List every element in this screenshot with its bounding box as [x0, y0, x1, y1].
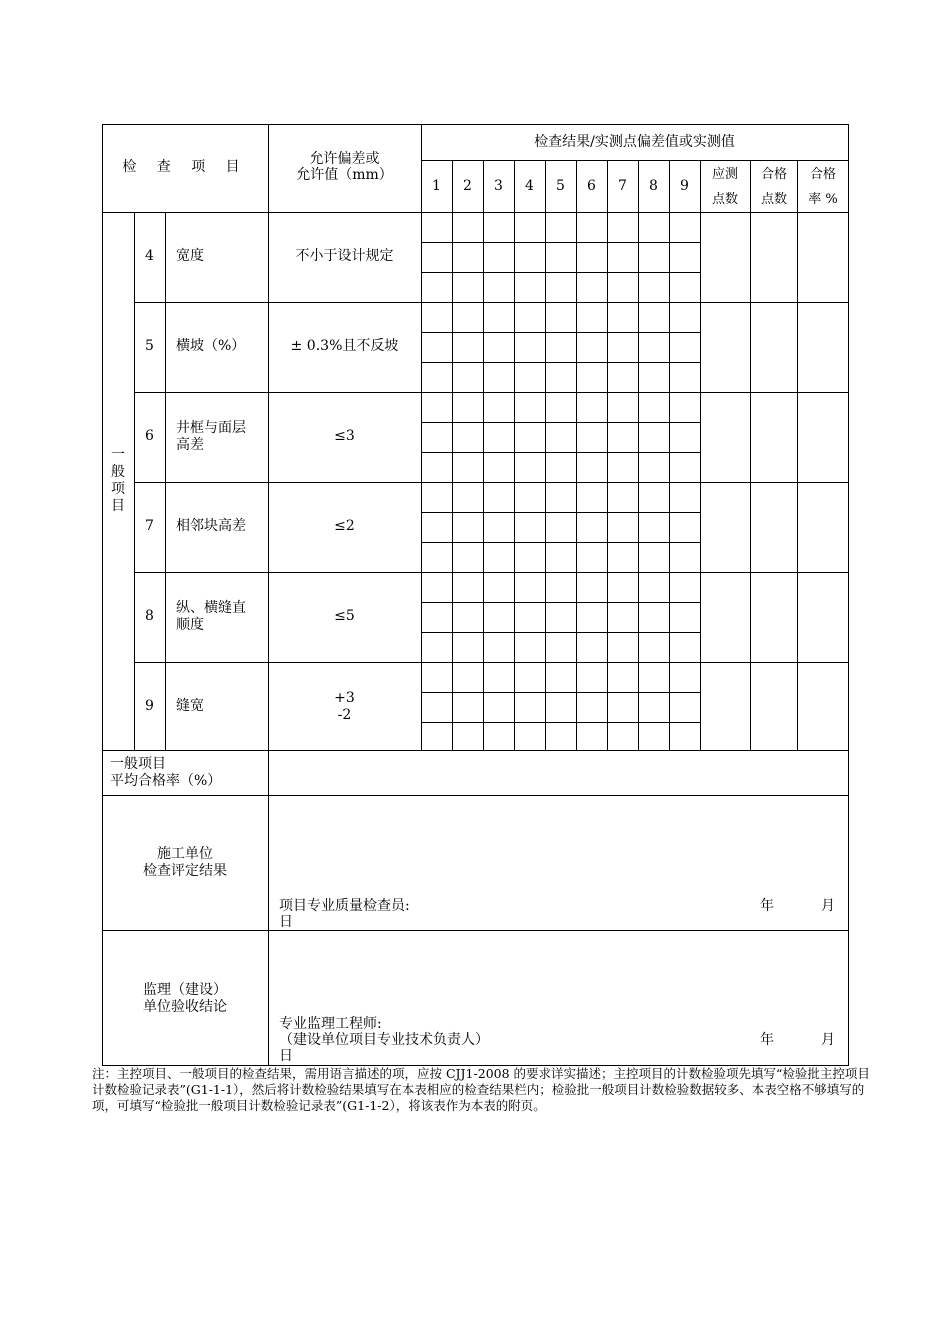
point-number-header: 5 — [556, 178, 565, 194]
allowance-header-line2: 允许值（mm） — [296, 167, 393, 183]
item-number: 6 — [145, 428, 154, 444]
point-number-header: 2 — [463, 178, 472, 194]
footnote: 注：主控项目、一般项目的检查结果，需用语言描述的项，应按 CJJ1-2008 的要求详实描述；主控项目的计数检验项先填写“检验批主控项目计数检验记录表”(G1-1-1），然后将计数检验结果填写在本表相应的检查结果栏内；检验批一般项目计数检验数据较多、本表空格不够填写的项，可填写“检验批一般项目计数检验记录表”(G1-1-2），将该表作为本表的附页。 — [92, 1066, 870, 1113]
item-allowance: ≤5 — [334, 608, 355, 624]
supervision-month: 月 — [821, 1032, 835, 1048]
item-number: 4 — [145, 248, 154, 264]
item-name-line2: 顺度 — [176, 617, 204, 633]
point-number-header: 8 — [649, 178, 658, 194]
supervision-label-1: 监理（建设） — [143, 982, 227, 998]
supervision-year: 年 — [760, 1032, 774, 1048]
item-header: 检 查 项 目 — [122, 159, 248, 175]
construction-year: 年 — [760, 898, 774, 914]
item-name: 纵、横缝直 — [176, 600, 246, 616]
item-name: 缝宽 — [176, 698, 204, 714]
point-number-header: 6 — [587, 178, 596, 194]
point-number-header: 4 — [525, 178, 534, 194]
item-allowance: 不小于设计规定 — [295, 248, 394, 264]
inspector-label: 项目专业质量检查员: — [279, 898, 410, 914]
rate-header-2: 率 % — [808, 192, 838, 207]
qualified-header-2: 点数 — [760, 192, 787, 207]
item-name: 横坡（%） — [176, 338, 246, 354]
rate-header-1: 合格 — [809, 167, 836, 182]
item-allowance: ± 0.3%且不反坡 — [290, 338, 399, 354]
should-measure-header-1: 应测 — [711, 167, 738, 182]
should-measure-header-2: 点数 — [711, 192, 738, 207]
item-name: 井框与面层 — [176, 420, 246, 436]
item-number: 9 — [145, 698, 154, 714]
item-name-line2: 高差 — [176, 437, 204, 453]
item-number: 7 — [145, 518, 154, 534]
construction-month: 月 — [821, 898, 835, 914]
item-name: 相邻块高差 — [176, 518, 246, 534]
construction-day: 日 — [279, 914, 293, 930]
results-header: 检查结果/实测点偏差值或实测值 — [534, 134, 735, 150]
point-number-header: 1 — [432, 178, 441, 194]
average-rate-label-2: 平均合格率（%） — [110, 773, 222, 789]
item-number: 8 — [145, 608, 154, 624]
item-allowance: ≤3 — [334, 428, 355, 444]
item-name: 宽度 — [176, 248, 204, 264]
point-number-header: 7 — [618, 178, 627, 194]
item-allowance: +3 — [334, 690, 355, 706]
qualified-header-1: 合格 — [760, 167, 787, 182]
supervision-label-2: 单位验收结论 — [143, 999, 227, 1015]
point-number-header: 3 — [494, 178, 503, 194]
item-allowance-line2: -2 — [337, 707, 352, 723]
allowance-header-line1: 允许偏差或 — [309, 151, 380, 167]
average-rate-label-1: 一般项目 — [110, 756, 166, 772]
engineer-label: 专业监理工程师: — [279, 1016, 382, 1032]
category-label: 一般项目 — [111, 447, 125, 514]
construction-label-2: 检查评定结果 — [143, 863, 227, 879]
owner-label: （建设单位项目专业技术负责人） — [279, 1032, 489, 1048]
construction-label-1: 施工单位 — [157, 846, 213, 862]
supervision-day: 日 — [279, 1048, 293, 1064]
item-number: 5 — [145, 338, 154, 354]
item-allowance: ≤2 — [334, 518, 355, 534]
point-number-header: 9 — [680, 178, 689, 194]
